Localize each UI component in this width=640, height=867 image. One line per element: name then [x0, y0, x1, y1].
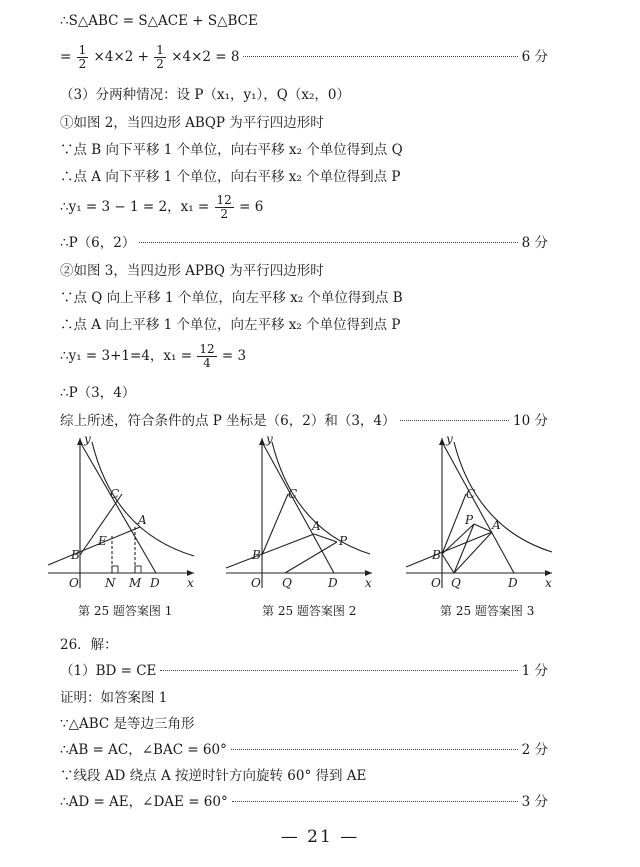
case2-title: ②如图 3，当四边形 APBQ 为平行四边形时	[60, 263, 324, 279]
dot-leader	[231, 749, 518, 750]
line-bd	[442, 442, 514, 573]
case1-step2: ∴点 A 向下平移 1 个单位，向右平移 x₂ 个单位得到点 P	[60, 169, 401, 185]
line-bd	[262, 442, 334, 573]
label-o: O	[69, 576, 79, 590]
label-p: P	[339, 534, 348, 548]
fraction-half-b: $\frac{1}{2}$	[156, 43, 164, 71]
proof-step4: ∴AD = AE，∠DAE = 60° 3 分	[60, 794, 548, 810]
label-d: D	[150, 576, 160, 590]
case2-result: ∴P（3，4）	[60, 385, 136, 401]
dot-leader	[139, 242, 517, 243]
segment-bc	[442, 494, 466, 554]
score-10: 10 分	[513, 413, 548, 429]
label-y: y	[84, 432, 91, 446]
dot-leader	[160, 670, 517, 671]
proof-step1: ∵△ABC 是等边三角形	[60, 716, 195, 732]
score-3: 3 分	[521, 794, 548, 810]
label-q: Q	[451, 576, 461, 590]
score-8: 8 分	[521, 235, 548, 251]
label-b: B	[432, 548, 441, 562]
label-a: A	[492, 518, 501, 532]
label-m: M	[129, 576, 142, 590]
fraction-12-2: $\frac{12}{2}$	[216, 193, 232, 221]
q26-heading: 26．解：	[60, 637, 118, 653]
formula-area-sum: ∴S△ABC = S△ACE + S△BCE	[60, 13, 258, 29]
case1-calc: ∴y₁ = 3 − 1 = 2，x₁ = $\frac{12}{2}$ = 6	[60, 193, 264, 221]
proof-step3: ∵线段 AD 绕点 A 按逆时针方向旋转 60° 得到 AE	[60, 768, 367, 784]
case2-step2: ∴点 A 向上平移 1 个单位，向左平移 x₂ 个单位得到点 P	[60, 317, 401, 333]
part3-intro: （3）分两种情况：设 P（x₁，y₁），Q（x₂，0）	[60, 87, 350, 103]
proof-intro: 证明：如答案图 1	[60, 690, 168, 706]
label-q: Q	[282, 576, 292, 590]
score-6: 6 分	[521, 49, 548, 65]
score-2: 2 分	[521, 742, 548, 758]
label-e: E	[98, 534, 107, 548]
label-x: x	[545, 576, 552, 590]
label-x: x	[187, 576, 194, 590]
figure-3	[402, 432, 562, 592]
caption-figure-3: 第 25 题答案图 3	[440, 604, 535, 618]
fraction-12-4: $\frac{12}{4}$	[199, 342, 215, 370]
label-p: P	[465, 513, 474, 527]
segment-qp	[285, 542, 337, 573]
case1-step1: ∵点 B 向下平移 1 个单位，向右平移 x₂ 个单位得到点 Q	[60, 142, 403, 158]
hyperbola-curve	[92, 442, 194, 556]
conclusion: 综上所述，符合条件的点 P 坐标是（6，2）和（3，4） 10 分	[60, 413, 548, 429]
segment-ba	[226, 534, 314, 568]
dot-leader	[232, 801, 518, 802]
case1-result: ∴P（6，2） 8 分	[60, 235, 548, 251]
segment-bp	[442, 524, 474, 554]
caption-figure-2: 第 25 题答案图 2	[262, 604, 357, 618]
label-y: y	[266, 432, 273, 446]
label-y: y	[446, 432, 453, 446]
case1-title: ①如图 2，当四边形 ABQP 为平行四边形时	[60, 115, 324, 131]
label-d: D	[328, 576, 338, 590]
label-b: B	[71, 548, 80, 562]
formula-area-value: = $\frac{1}{2}$ ×4×2 + $\frac{1}{2}$ ×4×2 = 8 6 分	[60, 43, 548, 71]
case2-step1: ∵点 Q 向上平移 1 个单位，向左平移 x₂ 个单位得到点 B	[60, 290, 403, 306]
label-o: O	[251, 576, 261, 590]
case2-calc: ∴y₁ = 3+1=4，x₁ = $\frac{12}{4}$ = 3	[60, 342, 247, 370]
label-c: C	[466, 487, 476, 501]
caption-figure-1: 第 25 题答案图 1	[78, 604, 173, 618]
label-o: O	[431, 576, 441, 590]
label-a: A	[312, 519, 321, 533]
fraction-half-a: $\frac{1}{2}$	[78, 43, 87, 71]
segment-ap	[314, 534, 337, 542]
dot-leader	[400, 420, 509, 421]
proof-step2: ∴AB = AC，∠BAC = 60° 2 分	[60, 742, 548, 758]
segment-qp	[454, 524, 474, 573]
label-b: B	[252, 548, 261, 562]
label-c: C	[288, 487, 298, 501]
label-n: N	[105, 576, 116, 590]
page-number: — 21 —	[280, 827, 360, 847]
label-x: x	[365, 576, 372, 590]
figure-1	[44, 432, 204, 592]
score-1: 1 分	[521, 663, 548, 679]
label-d: D	[508, 576, 518, 590]
q26-part1: （1）BD = CE 1 分	[60, 663, 548, 679]
label-c: C	[110, 487, 120, 501]
dot-leader	[243, 56, 517, 57]
figure-2	[222, 432, 382, 592]
line-ba-ext	[48, 527, 140, 565]
line-bd	[80, 442, 156, 573]
label-a: A	[138, 513, 147, 527]
segment-bq	[442, 554, 454, 573]
